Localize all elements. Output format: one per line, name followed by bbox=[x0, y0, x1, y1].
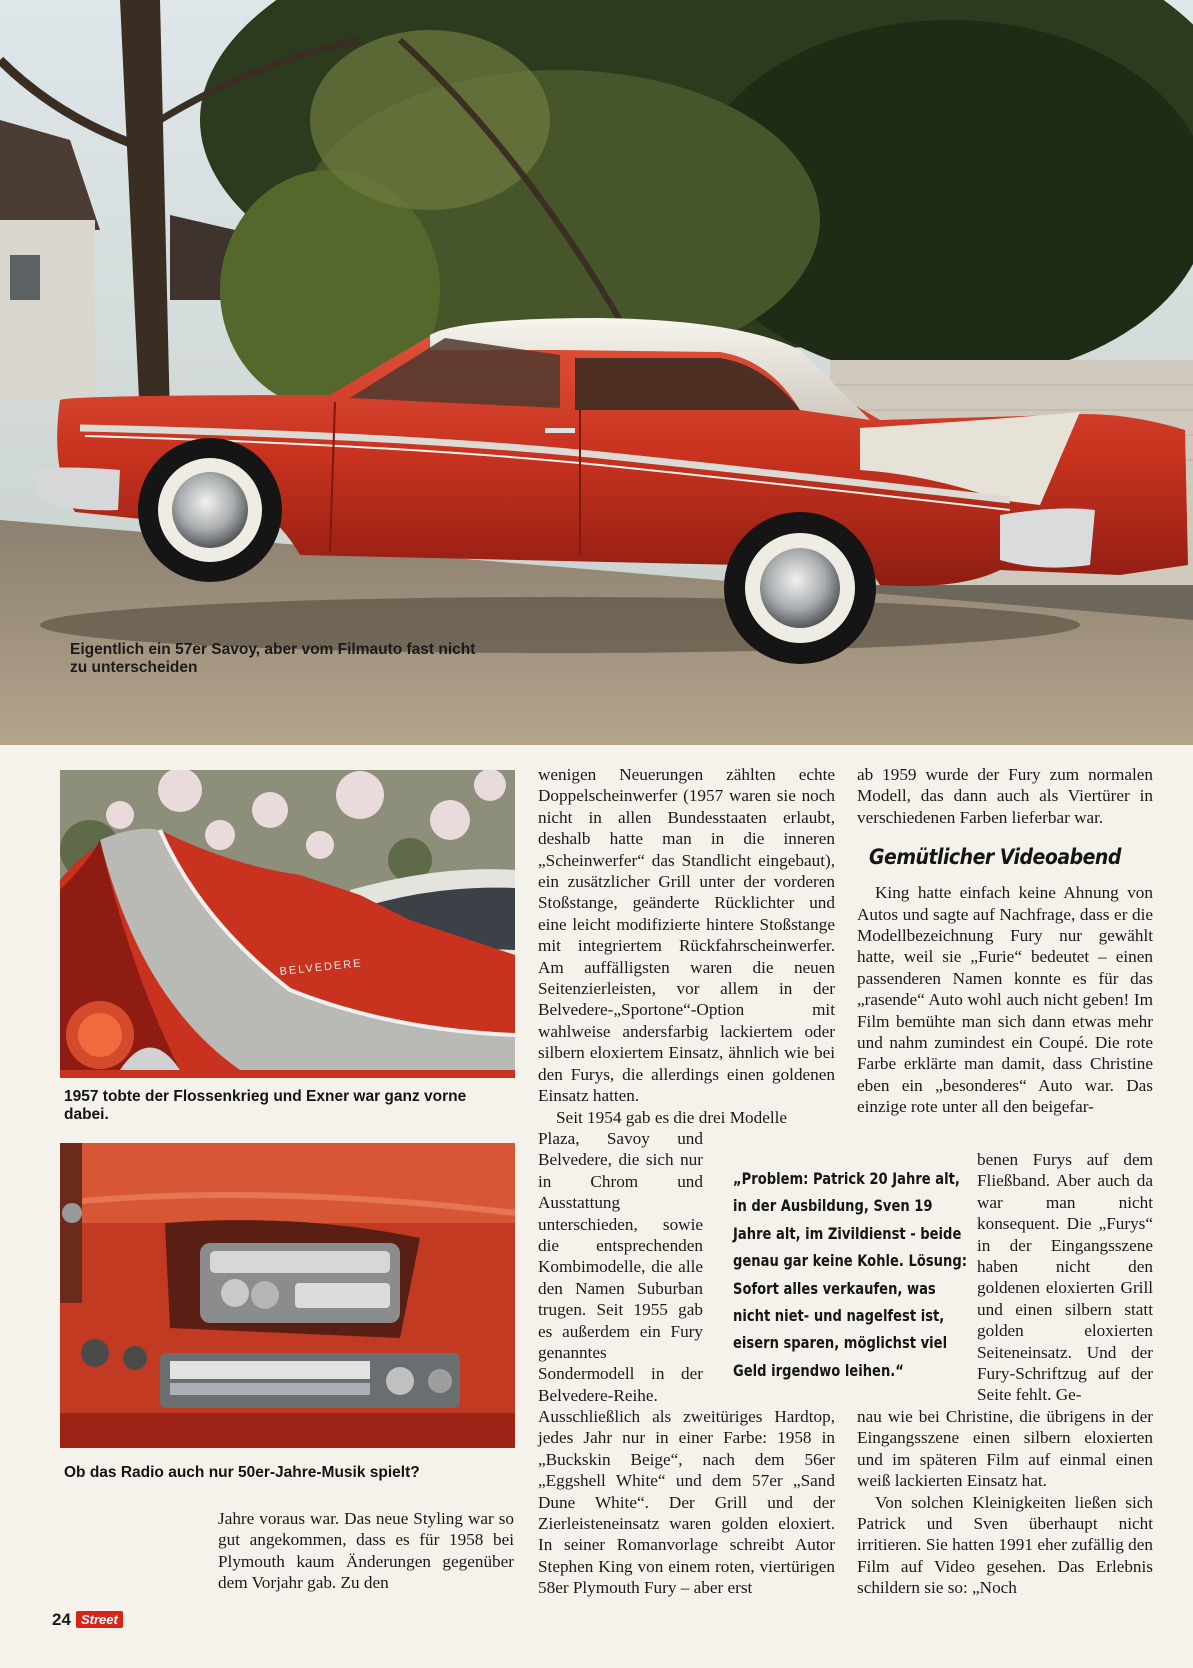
fin-caption: 1957 tobte der Flossenkrieg und Exner war ganz vorne dabei. bbox=[64, 1088, 467, 1123]
hero-photo bbox=[0, 0, 1193, 745]
article-column-3-wrap bbox=[977, 1149, 1153, 1406]
dashboard-radio-illustration bbox=[60, 1143, 515, 1448]
paragraph: Plaza, Savoy und Belvedere, die sich nur in Chrom und Ausstattung unterschieden, sowie die entsprechenden Kombimodelle, die alle den Namen Suburban trugen. Seit 1955 gab es außerdem ein Fury genanntes Sondermodell in der Belvedere-Reihe. bbox=[538, 1129, 703, 1405]
paragraph-lead: Seit 1954 gab es die drei Modelle bbox=[556, 1107, 788, 1127]
dashboard-radio-photo bbox=[60, 1143, 515, 1448]
article-column-2-bottom bbox=[538, 1406, 835, 1599]
article-column-1 bbox=[218, 1508, 514, 1594]
paragraph: Von solchen Kleinigkeiten ließen sich Patrick und Sven überhaupt nicht irritieren. Sie hatten 1991 eher zufällig den Film auf Video gesehen. Das Erlebnis schildern sie so: „Noch bbox=[857, 1492, 1153, 1598]
article-column-3-top bbox=[857, 764, 1153, 1118]
car-badge: BELVEDERE bbox=[919, 461, 983, 475]
article-column-3-bottom bbox=[857, 1406, 1153, 1599]
tail-fin-illustration bbox=[60, 770, 515, 1078]
magazine-logo: Street bbox=[76, 1611, 123, 1628]
fin-badge: BELVEDERE bbox=[279, 957, 364, 978]
paragraph: wenigen Neuerungen zählten echte Doppelscheinwerfer (1957 waren sie noch nicht in allen Bundesstaaten erlaubt, deshalb hatte man in die inneren „Scheinwerfer“ das Standlicht eingebaut), ein zusätzlicher Grill unter der vorderen Stoßstange, geänderte Rücklichter und eine leicht modifizierte hintere Stoßstange mit integriertem Rückfahrscheinwerfer. Am auffälligsten waren die neuen Seitenzierleisten, vor allem in der Belvedere-„Sportone“-Option mit wahlweise andersfarbig lackiertem oder silbern eloxiertem Einsatz, ähnlich wie bei den Furys, die allerdings einen goldenen Einsatz hatten. bbox=[538, 765, 835, 1106]
article-column-2-wrap bbox=[538, 1128, 703, 1406]
paragraph: ab 1959 wurde der Fury zum normalen Modell, das dann auch als Viertürer in verschiedenen Farben lieferbar war. bbox=[857, 765, 1153, 827]
pull-quote: „Problem: Patrick 20 Jahre alt, in der Ausbildung, Sven 19 Jahre alt, im Zivildienst - beide genau gar keine Kohle. Lösung: Sofort alles verkaufen, was nicht niet- und nagelfest ist, eisern sparen, möglichst viel Geld irgendwo leihen.“ bbox=[733, 1169, 967, 1380]
article-column-2-top bbox=[538, 764, 835, 1128]
paragraph: nau wie bei Christine, die übrigens in der Eingangsszene einen silbern eloxierten und im späteren Film auf einmal einen weiß lackierten Einsatz hat. bbox=[857, 1407, 1153, 1491]
radio-caption: Ob das Radio auch nur 50er-Jahre-Musik spielt? bbox=[64, 1464, 420, 1481]
paragraph: King hatte einfach keine Ahnung von Autos und sagte auf Nachfrage, dass er die Modellbezeichnung Fury nur gewählt hatte, weil sie „Furie“ bedeutet – einen passenderen Namen konnte es für das „rasende“ Auto wohl auch nicht geben! Im Film bemühte man sich dann etwas mehr und nahm zumindest ein Coupé. Die rote Farbe erklärte man damit, dass Christine eben ein „besonderes“ Auto war. Das einzige rote unter all den beigefar- bbox=[857, 883, 1153, 1117]
hero-caption: Eigentlich ein 57er Savoy, aber vom Filmauto fast nicht zu unterscheiden bbox=[70, 641, 476, 676]
paragraph: Ausschließlich als zweitüriges Hardtop, jedes Jahr nur in einer Farbe: 1958 in „Buckskin Beige“, nach dem 56er „Eggshell White“ und dem 57er „Sand Dune White“. Der Grill und der Zierleisteneinsatz waren golden eloxiert. In seiner Romanvorlage schreibt Autor Stephen King von einem roten, viertürigen 58er Plymouth Fury – aber erst bbox=[538, 1407, 835, 1598]
paragraph: Jahre voraus war. Das neue Styling war so gut angekommen, dass es für 1958 bei Plymouth kaum Änderungen gegenüber dem Vorjahr gab. Zu den bbox=[218, 1509, 514, 1593]
page-number: 24 bbox=[52, 1610, 71, 1629]
red-plymouth-car-illustration bbox=[0, 0, 1193, 745]
paragraph: benen Furys auf dem Fließband. Aber auch da war man nicht konsequent. Die „Furys“ in der Eingangsszene haben nicht den goldenen eloxierten Grill und einen silbern statt golden eloxierten Seiteneinsatz. Und der Fury-Schriftzug auf der Seite fehlt. Ge- bbox=[977, 1150, 1153, 1405]
tail-fin-photo bbox=[60, 770, 515, 1078]
section-subheading: Gemütlicher Videoabend bbox=[869, 845, 1121, 869]
